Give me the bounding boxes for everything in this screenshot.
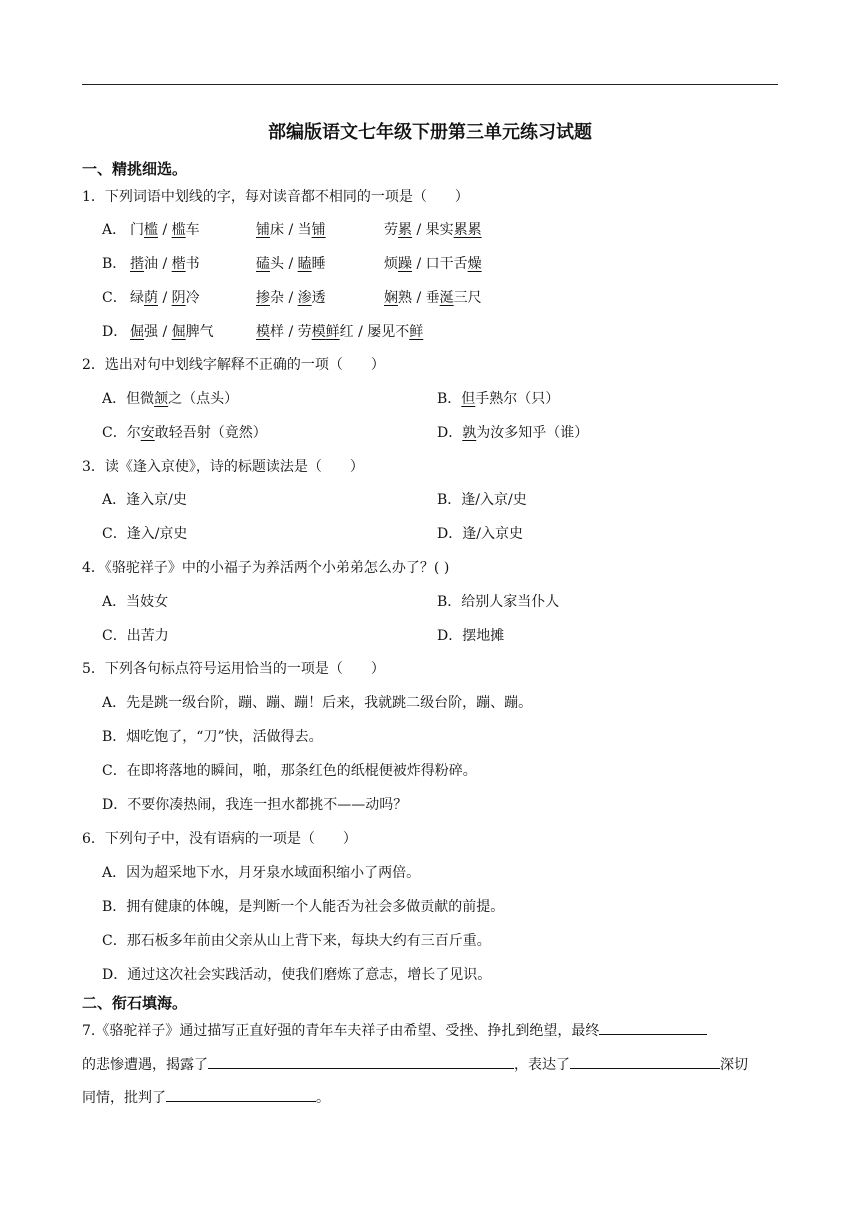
q6-option-d: D．通过这次社会实践活动，使我们磨炼了意志，增长了见识。: [102, 967, 492, 983]
q7-blank-4[interactable]: [166, 1087, 316, 1102]
q6-option-a: A．因为超采地下水，月牙泉水域面积缩小了两倍。: [102, 865, 421, 881]
question-7-line-3: 同情，批判了 。: [82, 1087, 330, 1107]
q4-option-c: C．出苦力: [102, 628, 169, 644]
q5-option-d: D．不要你凑热闹，我连一担水都挑不——动吗？: [102, 797, 408, 813]
question-4-stem: 4．《骆驼祥子》中的小福子为养活两个小弟弟怎么办了？( ): [82, 560, 450, 576]
q2-option-d: D．孰为汝多知乎（谁）: [437, 425, 589, 441]
q3-option-d: D．逢/入京史: [437, 526, 523, 542]
section-heading-2: 二、衔石填海。: [82, 994, 188, 1012]
q1-option-a: A． 门槛 / 槛车 铺床 / 当铺 劳累 / 果实累累: [102, 222, 482, 238]
q4-option-d: D．摆地摊: [437, 628, 505, 644]
header-rule: [82, 84, 778, 85]
question-2-stem: 2．选出对句中划线字解释不正确的一项（ ）: [82, 357, 385, 373]
question-7-line-2: 的悲惨遭遇，揭露了 ，表达了 深切: [82, 1054, 748, 1074]
q4-option-b: B．给别人家当仆人: [437, 594, 560, 610]
q1-option-b: B． 揩油 / 楷书 磕头 / 瞌睡 烦躁 / 口干舌燥: [102, 256, 482, 272]
q6-option-c: C．那石板多年前由父亲从山上背下来，每块大约有三百斤重。: [102, 933, 491, 949]
q3-option-a: A．逢入京/史: [102, 492, 187, 508]
q5-option-a: A．先是跳一级台阶，蹦、蹦、蹦！后来，我就跳二级台阶，蹦、蹦。: [102, 695, 533, 711]
q2-option-c: C．尔安敢轻吾射（竟然）: [102, 425, 267, 441]
q7-blank-2[interactable]: [208, 1054, 514, 1069]
page-title: 部编版语文七年级下册第三单元练习试题: [268, 122, 592, 143]
question-7-line-1: 7.《骆驼祥子》通过描写正直好强的青年车夫祥子由希望、受挫、挣扎到绝望，最终: [82, 1020, 707, 1040]
question-1-stem: 1．下列词语中划线的字，每对读音都不相同的一项是（ ）: [82, 189, 469, 205]
question-6-stem: 6．下列句子中，没有语病的一项是（ ）: [82, 831, 357, 847]
q7-blank-3[interactable]: [570, 1054, 720, 1069]
q7-blank-1[interactable]: [599, 1020, 707, 1035]
q2-option-a: A．但微颔之（点头）: [102, 391, 239, 407]
q4-option-a: A．当妓女: [102, 594, 169, 610]
q1-option-c: C． 绿荫 / 阴冷 掺杂 / 渗透 娴熟 / 垂涎三尺: [102, 290, 482, 306]
question-5-stem: 5．下列各句标点符号运用恰当的一项是（ ）: [82, 661, 385, 677]
q2-option-b: B．但手熟尔（只）: [437, 391, 560, 407]
q3-option-b: B．逢/入京/史: [437, 492, 527, 508]
q6-option-b: B．拥有健康的体魄，是判断一个人能否为社会多做贡献的前提。: [102, 899, 505, 915]
section-heading-1: 一、精挑细选。: [82, 160, 188, 178]
q3-option-c: C．逢入/京史: [102, 526, 188, 542]
question-3-stem: 3．读《逢入京使》，诗的标题读法是（ ）: [82, 459, 364, 475]
q5-option-b: B．烟吃饱了，“刀”快，活做得去。: [102, 729, 323, 745]
q1-option-d: D． 倔强 / 倔脾气 模样 / 劳模鲜红 / 屡见不鲜: [102, 324, 424, 340]
q5-option-c: C．在即将落地的瞬间，啪，那条红色的纸棍便被炸得粉碎。: [102, 763, 477, 779]
